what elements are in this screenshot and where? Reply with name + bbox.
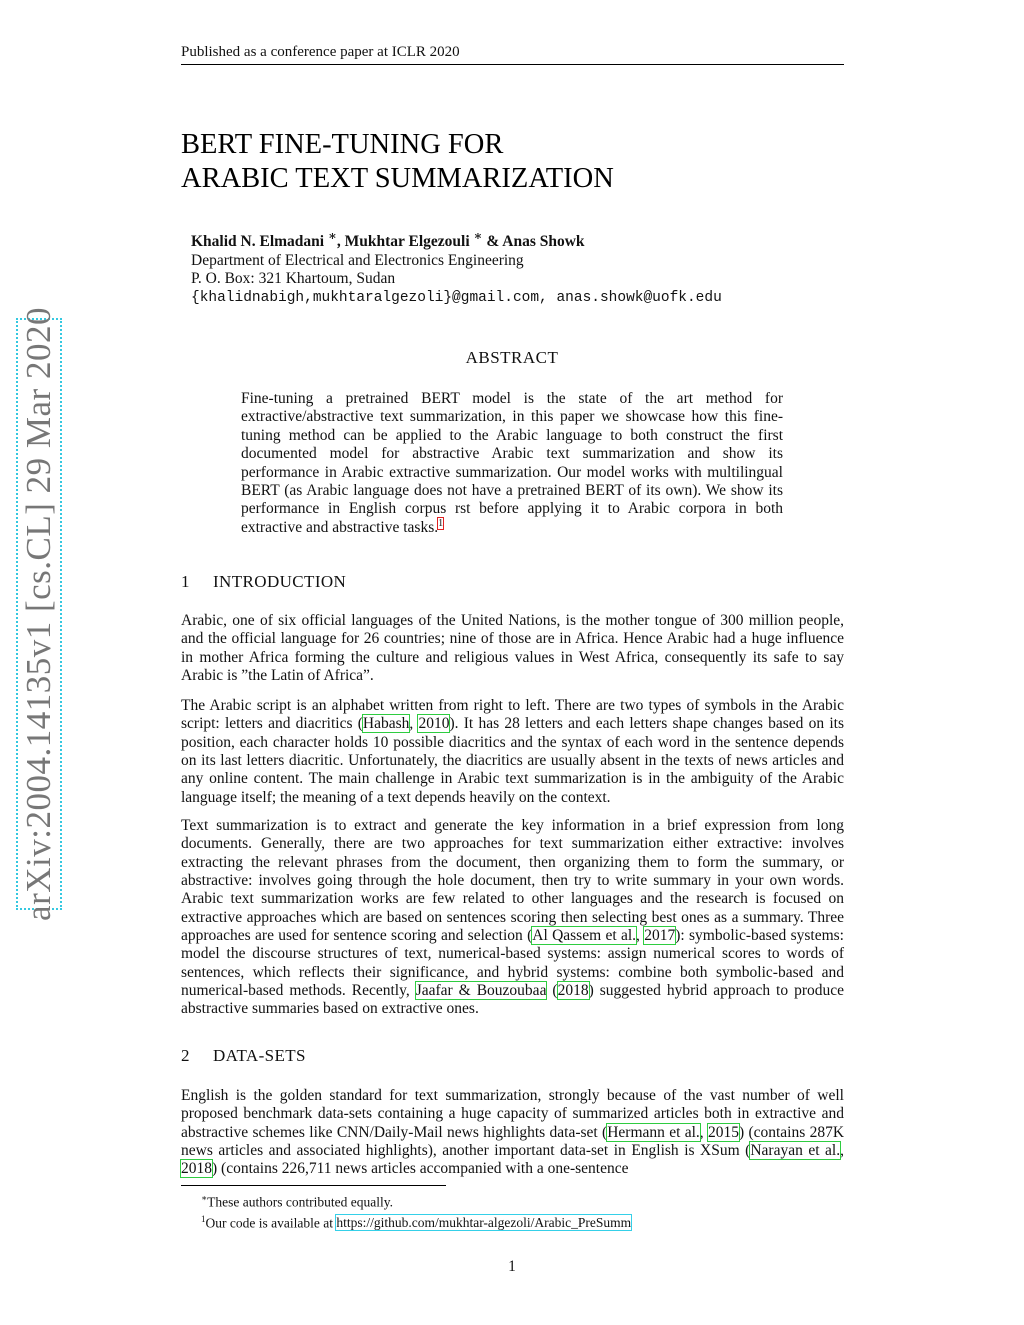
intro-paragraph-1: Arabic, one of six official languages of the United Nations, is the mother tongue of 300 million people, and the official language for 26 countries; nine of those are in Africa. Hence Arabic had a huge influence in mother Africa forming the culture and religious values in West Africa, consequently its safe to say Arabic is ”the Latin of Africa”. (181, 612, 844, 685)
citation-link[interactable]: 2015 (707, 1123, 739, 1141)
arxiv-stamp[interactable] (16, 307, 62, 921)
footnotes (181, 1190, 631, 1231)
running-header: Published as a conference paper at ICLR 2020 (181, 44, 844, 65)
text-span: , (840, 1142, 844, 1160)
text-span: ) (contains 287K news articles and associated highlights), another important data-set in English is XSum ( (181, 1123, 845, 1160)
footnote-mark: ∗ (201, 1193, 208, 1203)
equal-contribution-mark: ∗ (327, 228, 337, 243)
text-span: , (636, 927, 645, 945)
author-2: Mukhtar Elgezouli (344, 233, 470, 251)
title-line-1: BERT FINE-TUNING FOR (181, 129, 504, 160)
citation-link[interactable]: 2018 (181, 1160, 212, 1178)
abstract-body (241, 390, 783, 537)
citation-link[interactable]: Habash (362, 715, 410, 733)
text-span: English is the golden standard for text summarization, strongly because of the vast number of well proposed benchmark data-sets containing a huge capacity of summarized articles both in extractive and abstractive schemes like CNN/Daily-Mail news highlights data-set ( (181, 1087, 844, 1141)
author-1: Khalid N. Elmadani (191, 233, 325, 251)
citation-link[interactable]: 2017 (644, 927, 676, 945)
citation-link[interactable]: Narayan et al. (750, 1142, 841, 1160)
text-span: Text summarization is to extract and generate the key information in a brief expression from long documents. Generally, there are two approaches for text summarization either extractive: involves extracting the relevant phrases from the document, then organizing them to form the summary, or abstractive: involves going through the hole document, then try to write summary in your own words. Arabic text summarization works are few related to other languages and the research is focused on extractive approaches which are based on sentences scoring then selecting best ones as a summary. Three approaches are used for sentence scoring and selection ( (181, 817, 844, 945)
footnote-mark: 1 (201, 1213, 206, 1224)
citation-link[interactable]: 2018 (557, 982, 589, 1000)
text-span: ) (contains 226,711 news articles accompanied with a one-sentence (212, 1160, 629, 1178)
text-span: ). It has 28 letters and each letters shape changes based on its position, each character holds 10 possible diacritics and the syntax of each word in the sentence depends on its last letters diacritic. Unfortunately, the diacritics are usually absent in the texts of news articles and any online content. The main challenge in Arabic text summarization is in the ambiguity of the Arabic language itself; the meaning of a text depends heavily on the context. (181, 715, 845, 806)
footnote-rule (181, 1185, 446, 1186)
section-title: INTRODUCTION (213, 572, 347, 591)
footnote-link-1[interactable]: 1 (438, 517, 444, 529)
datasets-paragraph-1 (181, 1087, 844, 1179)
citation-link[interactable]: 2010 (418, 715, 450, 733)
section-2-heading (181, 1046, 306, 1066)
footnote-2 (181, 1211, 631, 1232)
citation-link[interactable]: Jaafar & Bouzoubaa (415, 982, 547, 1000)
citation-link[interactable]: Hermann et al. (607, 1123, 700, 1141)
intro-paragraph-2 (181, 697, 844, 807)
title-line-2: ARABIC TEXT SUMMARIZATION (181, 163, 614, 194)
equal-contribution-mark: ∗ (473, 228, 483, 243)
footnote-1 (181, 1190, 631, 1211)
section-number: 2 (181, 1046, 190, 1065)
text-span: ( (546, 982, 558, 1000)
footnote-text: Our code is available at (205, 1215, 337, 1230)
intro-paragraph-3 (181, 817, 844, 1019)
arxiv-stamp-text: arXiv:2004.14135v1 [cs.CL] 29 Mar 2020 (19, 307, 58, 921)
paper-title (181, 128, 614, 196)
footnote-text: These authors contributed equally. (207, 1194, 393, 1210)
author-block (191, 227, 722, 307)
author-names: Khalid N. Elmadani ∗, Mukhtar Elgezouli ∗ & Anas Showk (191, 228, 585, 251)
text-span: ): symbolic-based systems: model the discourse structures of text, numerical-based systems: assign numerical scores to words of sentences, which reflects their significance, and hybrid systems: combine both symbolic-based and numerical-based methods. Recently, (181, 927, 844, 1000)
abstract-text: Fine-tuning a pretrained BERT model is the state of the art method for extractive/abstractive text summarization, in this paper we showcase how this fine-tuning method can be applied to the Arabic language to both construct the first documented model for abstractive Arabic text summarization and show its performance in Arabic extractive summarization. Our model works with multilingual BERT (as Arabic language does not have a pretrained BERT of its own). We show its performance in English corpus rst before applying it to Arabic corpora in both extractive and abstractive tasks. (241, 390, 783, 536)
code-url-link[interactable]: https://github.com/mukhtar-algezoli/Arabic_PreSumm (336, 1215, 632, 1230)
section-title: DATA-SETS (213, 1046, 306, 1065)
text-span: ) suggested hybrid approach to produce abstractive summaries based on extractive ones. (181, 982, 845, 1018)
text-span: , (409, 715, 419, 733)
department: Department of Electrical and Electronics Engineering (191, 251, 524, 269)
address: P. O. Box: 321 Khartoum, Sudan (191, 270, 396, 288)
page-number: 1 (508, 1258, 516, 1275)
emails: {khalidnabigh,mukhtaralgezoli}@gmail.com, anas.showk@uofk.edu (191, 289, 722, 306)
section-1-heading (181, 572, 346, 592)
text-span: , (699, 1123, 708, 1141)
section-number: 1 (181, 572, 190, 591)
citation-link[interactable]: Al Qassem et al. (532, 927, 637, 945)
text-span: The Arabic script is an alphabet written from right to left. There are two types of symbols in the Arabic script: letters and diacritics ( (181, 697, 844, 733)
abstract-heading: ABSTRACT (465, 348, 559, 367)
author-3: & Anas Showk (486, 233, 585, 251)
